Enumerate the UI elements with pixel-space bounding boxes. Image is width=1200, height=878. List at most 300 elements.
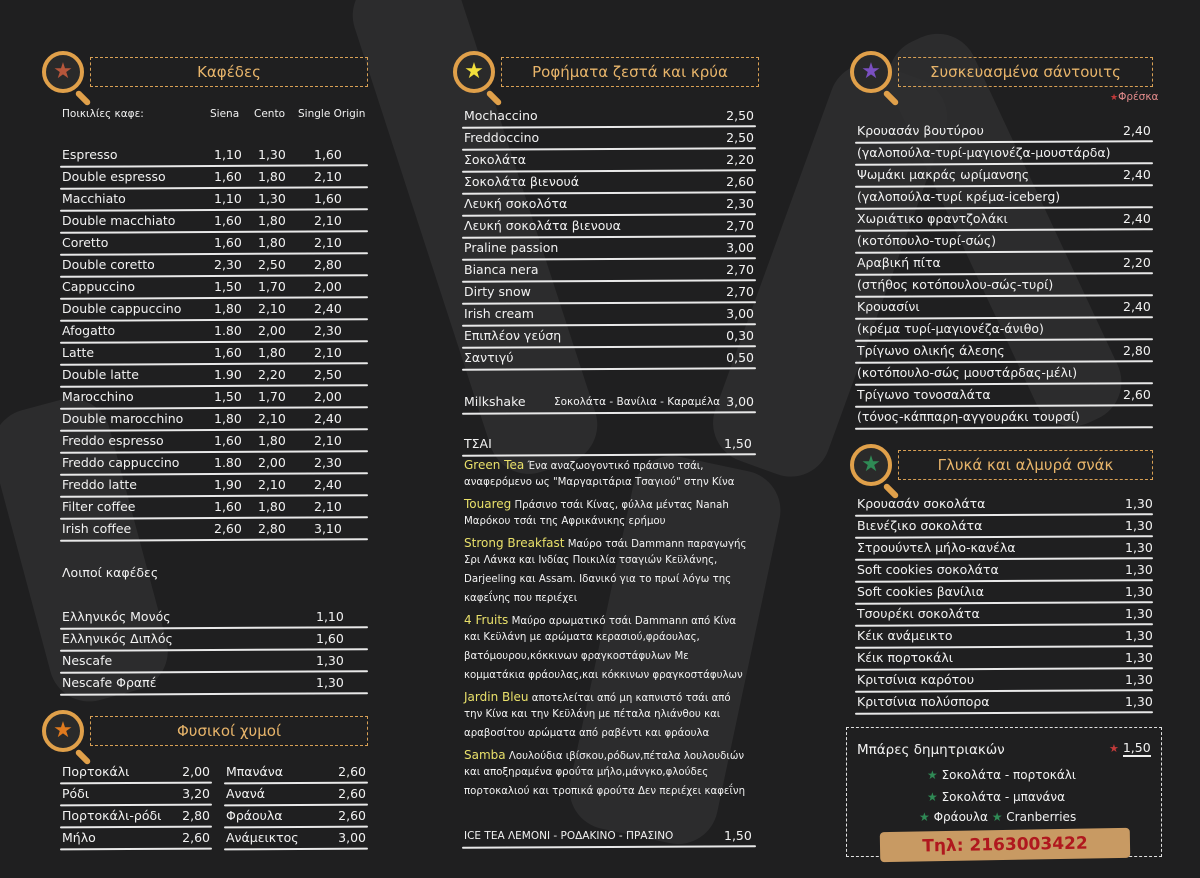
item-name: Κέικ ανάμεικτο (857, 628, 953, 643)
menu-row (855, 165, 1153, 187)
menu-row (855, 385, 1153, 407)
magnifier-icon (850, 51, 892, 93)
menu-row (462, 260, 756, 282)
item-price: 1,10 (316, 609, 344, 624)
item-name: Nescafe Φραπέ (62, 675, 157, 690)
tea-description (464, 477, 734, 488)
item-price: 2,50 (726, 130, 754, 145)
item-name: Soft cookies σοκολάτα (857, 562, 999, 577)
menu-row (60, 387, 368, 409)
item-name: Σοκολάτα (464, 152, 526, 167)
price-siena: 1,60 (214, 169, 242, 184)
price-siena: 1,60 (214, 345, 242, 360)
section-title: Συσκευασμένα σάντουιτς (898, 57, 1153, 87)
price-siena: 1.80 (214, 455, 242, 470)
tea-line: αποτελείται από μη καπνιστό τσάι από (531, 693, 731, 704)
price-single-origin: 2,40 (314, 411, 342, 426)
item-name: Nescafe (62, 653, 113, 668)
divider (60, 538, 368, 542)
star-icon: ★ (53, 59, 73, 84)
price-cento: 2,10 (258, 301, 286, 316)
item-description: Σοκολάτα - Βανίλια - Καραμέλα (554, 396, 721, 408)
tea-line: Μαύρο τσάι Dammann παραγωγής (567, 539, 747, 550)
tea-line: Μαύρο αρωματικό τσάι Dammann από Κίνα (511, 616, 737, 627)
menu-row (855, 297, 1153, 319)
menu-row (462, 128, 756, 150)
item-price: 2,60 (182, 830, 210, 845)
menu-row (855, 341, 1153, 363)
price-single-origin: 2,10 (314, 235, 342, 250)
item-price: 2,80 (1123, 343, 1151, 358)
item-price: 1,50 (1122, 740, 1151, 755)
divider (462, 411, 756, 415)
menu-row (224, 762, 368, 784)
price-cento: 1,80 (258, 433, 286, 448)
section-title: Φυσικοί χυμοί (90, 716, 368, 746)
menu-row (224, 806, 368, 828)
item-price: 3,00 (726, 306, 754, 321)
menu-row-description (855, 187, 1153, 209)
tea-name: Green Tea (464, 458, 525, 472)
menu-row (60, 277, 368, 299)
tea-line: Ένα αναζωογοντικό πράσινο τσάι, (527, 461, 704, 472)
item-price: 1,30 (1125, 606, 1153, 621)
menu-row (60, 145, 368, 167)
menu-row (60, 607, 368, 629)
item-name: Ελληνικός Διπλός (62, 631, 173, 646)
item-price: 1,30 (1125, 518, 1153, 533)
item-description: (κοτόπουλο-τυρί-σώς) (857, 233, 997, 248)
tea-line: Πράσινο τσάι Κίνας, φύλλα μέντας Nanah (514, 500, 729, 511)
price-cento: 2,10 (258, 411, 286, 426)
item-price: 2,70 (726, 218, 754, 233)
price-siena: 1,60 (214, 235, 242, 250)
item-description: (γαλοπούλα-τυρί κρέμα-iceberg) (857, 189, 1061, 204)
tea-description (464, 651, 689, 662)
menu-row (60, 453, 368, 475)
tea-line: Σρι Λάνκα και Ινδίας Ποικιλία τσαγιών Κεϋλάνης, (464, 555, 718, 566)
column-header: Siena (210, 108, 240, 120)
tea-line: Darjeeling και Assam. Ιδανικό για το πρωί λόγω της (464, 574, 732, 585)
price-single-origin: 2,30 (314, 323, 342, 338)
item-name: Cappuccino (62, 279, 135, 294)
divider (462, 453, 756, 457)
menu-row (60, 233, 368, 255)
coffee-header (42, 57, 368, 87)
item-name: Λευκή σοκολάτα βιενουα (464, 218, 621, 233)
item-name: Soft cookies βανίλια (857, 584, 984, 599)
item-price: 2,00 (182, 764, 210, 779)
divider (60, 848, 212, 851)
menu-row (462, 194, 756, 216)
price-single-origin: 2,00 (314, 279, 342, 294)
menu-row (60, 475, 368, 497)
menu-row (60, 431, 368, 453)
item-price: 2,30 (726, 196, 754, 211)
menu-row (60, 189, 368, 211)
item-name: Τσουρέκι σοκολάτα (857, 606, 980, 621)
item-price: 2,70 (726, 284, 754, 299)
item-price: 1,30 (1125, 496, 1153, 511)
item-name: Πορτοκάλι (62, 764, 130, 779)
price-siena: 1,10 (214, 191, 242, 206)
star-icon: ★ (1110, 93, 1119, 103)
item-name: Κρουασάν σοκολάτα (857, 496, 986, 511)
menu-row (60, 497, 368, 519)
item-price: 3,00 (726, 394, 754, 409)
item-price: 2,60 (338, 786, 366, 801)
magnifier-icon (42, 51, 84, 93)
item-name: Επιπλέον γεύση (464, 328, 562, 343)
tea-name: Touareg (464, 497, 512, 511)
other-coffees-title: Λοιποί καφέδες (62, 565, 159, 580)
price-cento: 1,80 (258, 169, 286, 184)
section-title: Γλυκά και αλμυρά σνάκ (898, 450, 1153, 480)
price-single-origin: 2,40 (314, 301, 342, 316)
item-name: Φράουλα (226, 808, 283, 823)
menu-row-description (855, 143, 1153, 165)
menu-row (855, 209, 1153, 231)
item-name: Coretto (62, 235, 109, 250)
menu-row (60, 651, 368, 673)
item-name: ICE TEA ΛΕΜΟΝΙ - ΡΟΔΑΚΙΝΟ - ΠΡΑΣΙΝΟ (464, 830, 674, 842)
tea-line: καφεΐνης που περιέχει (464, 593, 578, 604)
tea-line: κομματάκια φράουλας,και κόκκινων φραγκοστάφυλων (464, 670, 743, 681)
magnifier-icon (453, 51, 495, 93)
menu-row (855, 516, 1153, 538)
tea-name: Strong Breakfast (464, 536, 565, 550)
item-price: 2,60 (338, 808, 366, 823)
divider (462, 845, 756, 849)
item-name: Double marocchino (62, 411, 184, 426)
item-name: Σαντιγύ (464, 350, 514, 365)
menu-row (855, 494, 1153, 516)
item-name: Praline passion (464, 240, 559, 255)
menu-row (224, 784, 368, 806)
menu-row (462, 216, 756, 238)
menu-row (60, 784, 212, 806)
item-name: Ανάμεικτος (226, 830, 299, 845)
item-price: 1,30 (1125, 562, 1153, 577)
tea-line: την Κίνα και την Κεϋλάνη με πέταλα ηλιάνθου και (464, 709, 721, 720)
price-siena: 1,10 (214, 147, 242, 162)
drinks-header (453, 57, 759, 87)
divider (60, 692, 368, 696)
price-cento: 2,80 (258, 521, 286, 536)
item-name: Ψωμάκι μακράς ωρίμανσης (857, 167, 1030, 182)
menu-row-description (855, 363, 1153, 385)
item-description: (στήθος κοτόπουλου-σώς-τυρί) (857, 277, 1054, 292)
price-cento: 1,30 (258, 147, 286, 162)
tea-description (464, 574, 731, 585)
tea-description (464, 516, 666, 527)
item-name: Milkshake (464, 394, 526, 409)
item-price: 2,40 (1123, 167, 1151, 182)
price-siena: 1,80 (214, 301, 242, 316)
price-cento: 1,30 (258, 191, 286, 206)
item-name: Double espresso (62, 169, 166, 184)
price-single-origin: 1,60 (314, 191, 342, 206)
item-name: Latte (62, 345, 95, 360)
item-price: 1,30 (316, 675, 344, 690)
item-description: (κοτόπουλο-σώς μουστάρδας-μέλι) (857, 365, 1078, 380)
tea-line: και Κεϋλάνη με αρώματα κερασιού,φράουλας, (464, 632, 700, 643)
item-price: 2,40 (1123, 123, 1151, 138)
item-price: 2,60 (726, 174, 754, 189)
price-siena: 2,30 (214, 257, 242, 272)
tea-line: Μαρόκου τσάι της Αφρικάνικης ερήμου (464, 516, 666, 527)
star-icon: ★ (861, 452, 881, 477)
menu-row (462, 348, 756, 370)
item-name: Double latte (62, 367, 139, 382)
price-single-origin: 2,80 (314, 257, 342, 272)
divider (855, 711, 1153, 715)
tea-line: βατόμουρου,κόκκινων φραγκοστάφυλων Με (464, 651, 689, 662)
divider (224, 848, 368, 851)
item-name: Λευκή σοκολότα (464, 196, 568, 211)
price-single-origin: 2,30 (314, 455, 342, 470)
item-price: 1,50 (724, 828, 752, 843)
milkshake-row (462, 392, 756, 414)
tea-description (464, 497, 729, 511)
divider (855, 426, 1153, 430)
tea-name: Jardin Bleu (464, 690, 529, 704)
section-title: Καφέδες (90, 57, 368, 87)
price-siena: 1,60 (214, 213, 242, 228)
star-icon: ★ (919, 810, 930, 824)
item-name: Κριτσίνια πολύσπορα (857, 694, 990, 709)
price-cento: 1,70 (258, 279, 286, 294)
menu-row (60, 211, 368, 233)
item-price: 1,30 (1125, 584, 1153, 599)
menu-row-description (855, 275, 1153, 297)
item-name: Irish coffee (62, 521, 132, 536)
tea-description (464, 709, 720, 720)
tea-description (464, 690, 731, 704)
item-price: 1,30 (1125, 540, 1153, 555)
item-name: Μπανάνα (226, 764, 283, 779)
price-single-origin: 2,10 (314, 169, 342, 184)
item-name: Ανανά (226, 786, 265, 801)
star-icon: ★ (53, 718, 73, 743)
price-siena: 1.90 (214, 367, 242, 382)
fresh-text: Φρέσκα (1118, 91, 1159, 103)
menu-row-description (855, 407, 1153, 429)
item-price: 0,30 (726, 328, 754, 343)
item-name: Τρίγωνο τονοσαλάτα (857, 387, 991, 402)
bar-flavor (919, 810, 1076, 824)
tea-line: και αποξηραμένα φρούτα μήλο,μάνγκο,φλούδες (464, 767, 709, 778)
magnifier-icon (42, 710, 84, 752)
menu-row (60, 828, 212, 850)
item-description: (τόνος-κάππαρη-αγγουράκι τουρσί) (857, 409, 1080, 424)
tea-name: 4 Fruits (464, 613, 509, 627)
item-name: Freddo latte (62, 477, 137, 492)
item-name: Filter coffee (62, 499, 136, 514)
menu-row (855, 626, 1153, 648)
menu-row (462, 282, 756, 304)
menu-row (60, 762, 212, 784)
item-price: 0,50 (726, 350, 754, 365)
item-price: 2,50 (726, 108, 754, 123)
item-name: Double macchiato (62, 213, 176, 228)
flavor-text: Σοκολάτα - μπανάνα (941, 790, 1066, 804)
item-price: 1,30 (1125, 628, 1153, 643)
tea-description (464, 458, 704, 472)
flavor-text: Cranberries (1006, 810, 1077, 824)
item-description: (γαλοπούλα-τυρί-μαγιονέζα-μουστάρδα) (857, 145, 1111, 160)
item-price: 1,60 (316, 631, 344, 646)
item-name: Κέικ πορτοκάλι (857, 650, 954, 665)
menu-row (60, 629, 368, 651)
price-siena: 1,50 (214, 389, 242, 404)
item-name: Αραβική πίτα (857, 255, 941, 270)
menu-row (60, 806, 212, 828)
phone-banner: Τηλ: 2163003422 (880, 828, 1130, 862)
star-icon: ★ (927, 790, 938, 804)
menu-row (855, 670, 1153, 692)
menu-row (60, 409, 368, 431)
tea-description (464, 670, 743, 681)
price-siena: 1,60 (214, 499, 242, 514)
tea-description (464, 613, 736, 627)
price-siena: 1.80 (214, 323, 242, 338)
tea-description (464, 593, 577, 604)
price-cento: 2,20 (258, 367, 286, 382)
tea-line: αραβοσίτου αρώματα από ραβέντι και φράουλα (464, 728, 710, 739)
item-name: Στρουύντελ μήλο-κανέλα (857, 540, 1016, 555)
tea-description (464, 536, 746, 550)
menu-row (462, 172, 756, 194)
item-price: 1,30 (316, 653, 344, 668)
price-single-origin: 2,10 (314, 499, 342, 514)
price-cento: 1,80 (258, 235, 286, 250)
price-single-origin: 1,60 (314, 147, 342, 162)
item-name: Κρουασίνι (857, 299, 920, 314)
juices-header (42, 716, 368, 746)
item-name: Dirty snow (464, 284, 531, 299)
item-name: Freddo cappuccino (62, 455, 180, 470)
item-name: Πορτοκάλι-ρόδι (62, 808, 162, 823)
item-name: Marocchino (62, 389, 134, 404)
item-name: Κριτσίνια καρότου (857, 672, 975, 687)
item-price: 2,20 (1123, 255, 1151, 270)
menu-row (60, 519, 368, 541)
item-price: 1,30 (1125, 650, 1153, 665)
item-name: Σοκολάτα βιενουά (464, 174, 580, 189)
item-name: Bianca nera (464, 262, 539, 277)
price-single-origin: 2,10 (314, 433, 342, 448)
price-single-origin: 2,50 (314, 367, 342, 382)
item-name: Μήλο (62, 830, 96, 845)
item-name: Freddoccino (464, 130, 540, 145)
tea-line: Λουλούδια ιβίσκου,ρόδων,πέταλα λουλουδιών (508, 751, 745, 762)
bar-flavor (927, 768, 1076, 782)
menu-row (60, 255, 368, 277)
item-price: 2,80 (182, 808, 210, 823)
item-price: 3,00 (338, 830, 366, 845)
price-cento: 2,00 (258, 455, 286, 470)
price-cento: 2,10 (258, 477, 286, 492)
snacks-header (850, 450, 1153, 480)
item-price: 1,30 (1125, 694, 1153, 709)
item-name: Βιενέζικο σοκολάτα (857, 518, 983, 533)
star-icon: ★ (991, 810, 1003, 824)
tea-line: αναφερόμενο ως "Μαργαριτάρια Τσαγιού" στην Κίνα (464, 477, 735, 488)
tea-line: πορτοκαλιού και τροπικά φρούτα Δεν περιέχει καφεΐνη (464, 786, 746, 797)
item-price: 2,60 (338, 764, 366, 779)
tea-description (464, 748, 744, 762)
item-name: Κρουασάν βουτύρου (857, 123, 984, 138)
item-name: Mochaccino (464, 108, 538, 123)
star-icon: ★ (464, 59, 484, 84)
fresh-label (1110, 91, 1158, 103)
price-cento: 2,00 (258, 323, 286, 338)
menu-row (462, 150, 756, 172)
price-siena: 1,80 (214, 411, 242, 426)
item-price: 1,30 (1125, 672, 1153, 687)
menu-row (855, 692, 1153, 714)
item-name: Macchiato (62, 191, 126, 206)
item-name: Double coretto (62, 257, 155, 272)
item-price: 2,70 (726, 262, 754, 277)
price-single-origin: 3,10 (314, 521, 342, 536)
menu-row (60, 321, 368, 343)
item-name: Freddo espresso (62, 433, 164, 448)
menu-row (462, 326, 756, 348)
menu-row (462, 106, 756, 128)
price-cento: 1,80 (258, 213, 286, 228)
menu-row (60, 299, 368, 321)
tea-description (464, 767, 708, 778)
price-single-origin: 2,10 (314, 213, 342, 228)
star-icon: ★ (861, 59, 881, 84)
tea-description (464, 786, 745, 797)
item-name: Double cappuccino (62, 301, 182, 316)
price-siena: 2,60 (214, 521, 242, 536)
price-single-origin: 2,10 (314, 345, 342, 360)
divider (462, 367, 756, 371)
star-icon: ★ (1109, 742, 1119, 755)
price-cento: 2,50 (258, 257, 286, 272)
item-name: Espresso (62, 147, 118, 162)
flavor-text: Σοκολάτα - πορτοκάλι (941, 768, 1076, 782)
item-name: Χωριάτικο φραντζολάκι (857, 211, 1008, 226)
item-price: 2,20 (726, 152, 754, 167)
star-icon: ★ (927, 768, 938, 782)
price-siena: 1,60 (214, 433, 242, 448)
column-header: Single Origin (298, 108, 366, 120)
menu-row (60, 167, 368, 189)
item-price: 2,40 (1123, 211, 1151, 226)
tea-description (464, 555, 717, 566)
item-price: 3,00 (726, 240, 754, 255)
flavor-text: Φράουλα (933, 810, 988, 824)
menu-row (462, 238, 756, 260)
magnifier-icon (850, 444, 892, 486)
item-description: (κρέμα τυρί-μαγιονέζα-άνιθο) (857, 321, 1044, 336)
price-siena: 1,50 (214, 279, 242, 294)
price-cento: 1,80 (258, 345, 286, 360)
cereal-bars-title: Μπάρες δημητριακών (857, 742, 1005, 758)
item-name: Ρόδι (62, 786, 90, 801)
menu-row (60, 673, 368, 695)
menu-row (855, 121, 1153, 143)
price-single-origin: 2,00 (314, 389, 342, 404)
menu-row (855, 604, 1153, 626)
item-price: 3,20 (182, 786, 210, 801)
bar-flavor (927, 790, 1065, 804)
